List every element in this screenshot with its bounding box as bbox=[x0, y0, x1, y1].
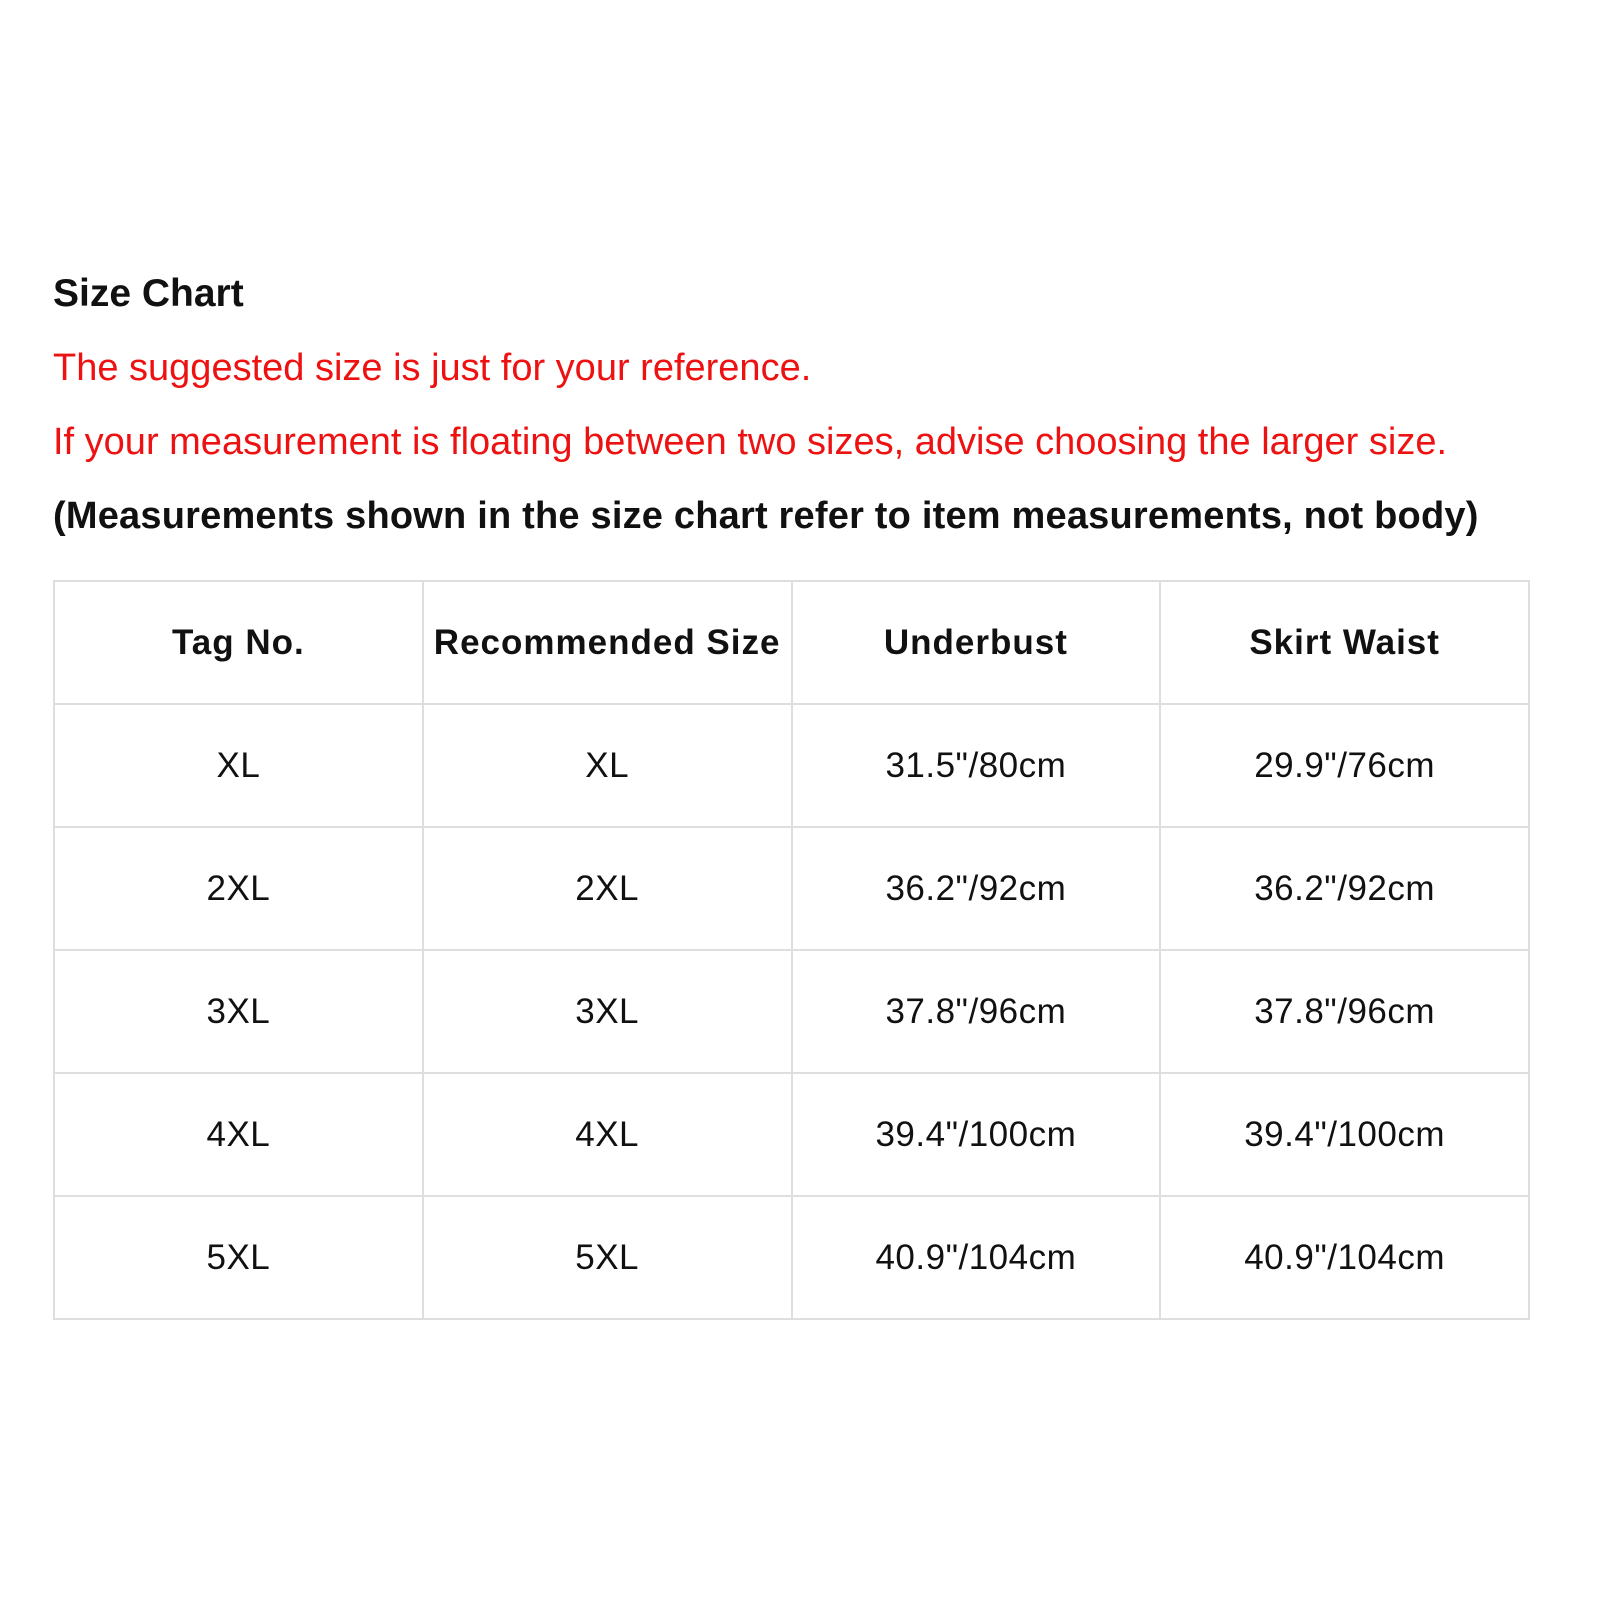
header-underbust: Underbust bbox=[792, 581, 1161, 704]
cell-underbust: 39.4"/100cm bbox=[792, 1073, 1161, 1196]
cell-underbust: 31.5"/80cm bbox=[792, 704, 1161, 827]
measurement-disclaimer: (Measurements shown in the size chart refer to item measurements, not body) bbox=[53, 495, 1479, 537]
table-row bbox=[54, 827, 1529, 950]
cell-skirt-waist: 37.8"/96cm bbox=[1160, 950, 1529, 1073]
cell-recommended-size: 4XL bbox=[423, 1073, 792, 1196]
cell-underbust: 37.8"/96cm bbox=[792, 950, 1161, 1073]
header-tag-no: Tag No. bbox=[54, 581, 423, 704]
cell-recommended-size: 2XL bbox=[423, 827, 792, 950]
table-header-row bbox=[54, 581, 1529, 704]
cell-underbust: 36.2"/92cm bbox=[792, 827, 1161, 950]
cell-tag-no: XL bbox=[54, 704, 423, 827]
cell-skirt-waist: 40.9"/104cm bbox=[1160, 1196, 1529, 1319]
size-table bbox=[53, 580, 1530, 1320]
reference-note: The suggested size is just for your reference. bbox=[53, 347, 812, 389]
cell-skirt-waist: 36.2"/92cm bbox=[1160, 827, 1529, 950]
table-row bbox=[54, 704, 1529, 827]
cell-tag-no: 2XL bbox=[54, 827, 423, 950]
page-title: Size Chart bbox=[53, 272, 244, 315]
cell-skirt-waist: 29.9"/76cm bbox=[1160, 704, 1529, 827]
cell-underbust: 40.9"/104cm bbox=[792, 1196, 1161, 1319]
table-row bbox=[54, 1073, 1529, 1196]
cell-recommended-size: 5XL bbox=[423, 1196, 792, 1319]
table-row bbox=[54, 950, 1529, 1073]
sizing-advice-note: If your measurement is floating between two sizes, advise choosing the larger size. bbox=[53, 421, 1448, 463]
cell-recommended-size: XL bbox=[423, 704, 792, 827]
cell-skirt-waist: 39.4"/100cm bbox=[1160, 1073, 1529, 1196]
header-recommended-size: Recommended Size bbox=[423, 581, 792, 704]
table-row bbox=[54, 1196, 1529, 1319]
cell-tag-no: 4XL bbox=[54, 1073, 423, 1196]
cell-tag-no: 3XL bbox=[54, 950, 423, 1073]
cell-recommended-size: 3XL bbox=[423, 950, 792, 1073]
cell-tag-no: 5XL bbox=[54, 1196, 423, 1319]
size-chart-header bbox=[53, 270, 1573, 540]
header-skirt-waist: Skirt Waist bbox=[1160, 581, 1529, 704]
